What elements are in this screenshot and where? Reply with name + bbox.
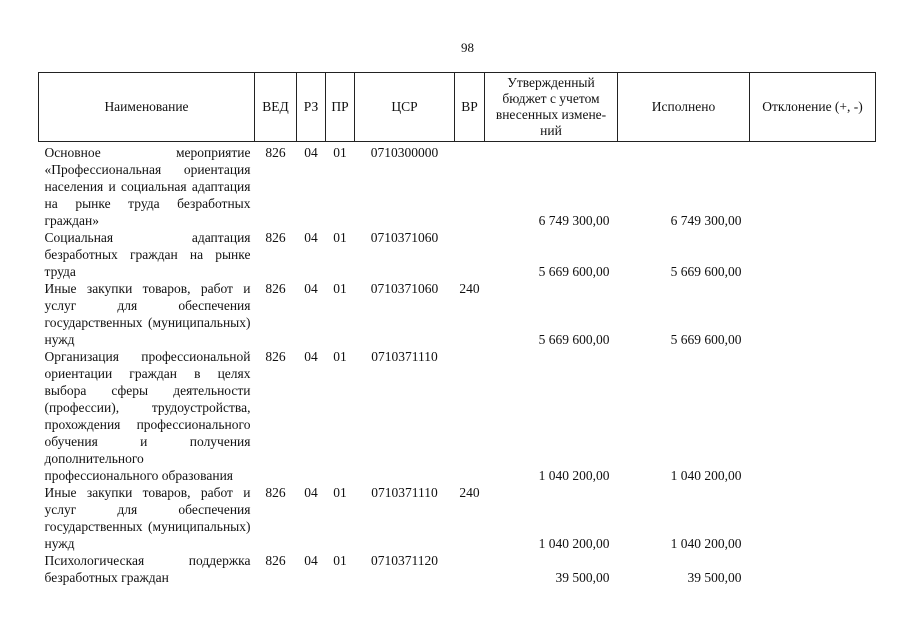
table-row — [39, 142, 876, 230]
row-rz: 04 — [304, 349, 318, 364]
row-deviation — [750, 229, 876, 280]
row-rz: 04 — [304, 281, 318, 296]
table-row — [39, 229, 876, 280]
row-vr — [455, 552, 485, 586]
header-rz: РЗ — [297, 73, 326, 142]
row-name: Социальная адаптация безработных граждан на рынке труда — [44, 230, 251, 279]
row-deviation — [750, 484, 876, 552]
row-pr: 01 — [333, 281, 347, 296]
row-deviation — [750, 552, 876, 586]
row-pr: 01 — [333, 485, 347, 500]
row-ved: 826 — [265, 145, 286, 160]
header-pr: ПР — [326, 73, 355, 142]
header-name: Наименование — [39, 73, 255, 142]
row-csr: 0710300000 — [370, 145, 439, 160]
row-pr: 01 — [333, 230, 347, 245]
row-vr — [455, 229, 485, 280]
table-row — [39, 280, 876, 348]
header-vr: ВР — [455, 73, 485, 142]
row-vr: 240 — [459, 281, 480, 296]
row-executed: 5 669 600,00 — [670, 332, 742, 347]
row-ved: 826 — [265, 485, 286, 500]
row-pr: 01 — [333, 349, 347, 364]
row-rz: 04 — [304, 230, 318, 245]
header-approved-budget: Утвержденный бюджет с учетом внесенных измене-ний — [485, 73, 618, 142]
row-rz: 04 — [304, 553, 318, 568]
row-pr: 01 — [333, 145, 347, 160]
row-approved: 39 500,00 — [555, 570, 610, 585]
row-rz: 04 — [304, 145, 318, 160]
header-deviation: Отклонение (+, -) — [750, 73, 876, 142]
row-deviation — [750, 142, 876, 230]
row-approved: 5 669 600,00 — [538, 332, 610, 347]
row-ved: 826 — [265, 281, 286, 296]
row-name: Психологическая поддержка безработных граждан — [44, 553, 251, 585]
header-executed: Исполнено — [618, 73, 750, 142]
row-executed: 6 749 300,00 — [670, 213, 742, 228]
row-approved: 5 669 600,00 — [538, 264, 610, 279]
row-deviation — [750, 280, 876, 348]
row-executed: 39 500,00 — [687, 570, 742, 585]
row-name: Организация профессиональной ориентации граждан в целях выбора сферы деятельности (профессии), трудоустройства, прохождения профессионального обучения и получения дополнительного профессионального образования — [44, 349, 251, 483]
row-ved: 826 — [265, 349, 286, 364]
row-csr: 0710371120 — [371, 553, 438, 568]
row-csr: 0710371110 — [371, 349, 438, 364]
table-header-row — [39, 73, 876, 142]
table-row — [39, 348, 876, 484]
row-deviation — [750, 348, 876, 484]
row-rz: 04 — [304, 485, 318, 500]
row-approved: 6 749 300,00 — [538, 213, 610, 228]
table-row — [39, 552, 876, 586]
row-ved: 826 — [265, 553, 286, 568]
row-pr: 01 — [333, 553, 347, 568]
row-executed: 1 040 200,00 — [670, 536, 742, 551]
row-executed: 1 040 200,00 — [670, 468, 742, 483]
row-vr — [455, 348, 485, 484]
row-vr — [455, 142, 485, 230]
row-ved: 826 — [265, 230, 286, 245]
row-executed: 5 669 600,00 — [670, 264, 742, 279]
header-ved: ВЕД — [255, 73, 297, 142]
page-number: 98 — [461, 40, 474, 55]
row-name: Иные закупки товаров, работ и услуг для обеспечения государственных (муниципальных) нужд — [44, 485, 251, 551]
row-csr: 0710371060 — [370, 230, 439, 245]
row-name: Иные закупки товаров, работ и услуг для обеспечения государственных (муниципальных) нужд — [44, 281, 251, 347]
budget-table — [38, 72, 876, 586]
table-row — [39, 484, 876, 552]
row-approved: 1 040 200,00 — [538, 536, 610, 551]
row-vr: 240 — [459, 485, 480, 500]
row-approved: 1 040 200,00 — [538, 468, 610, 483]
row-csr: 0710371110 — [371, 485, 438, 500]
row-csr: 0710371060 — [370, 281, 439, 296]
header-csr: ЦСР — [355, 73, 455, 142]
row-name: Основное мероприятие «Профессиональная ориентация населения и социальная адаптация на рынке труда безработных граждан» — [44, 145, 251, 228]
